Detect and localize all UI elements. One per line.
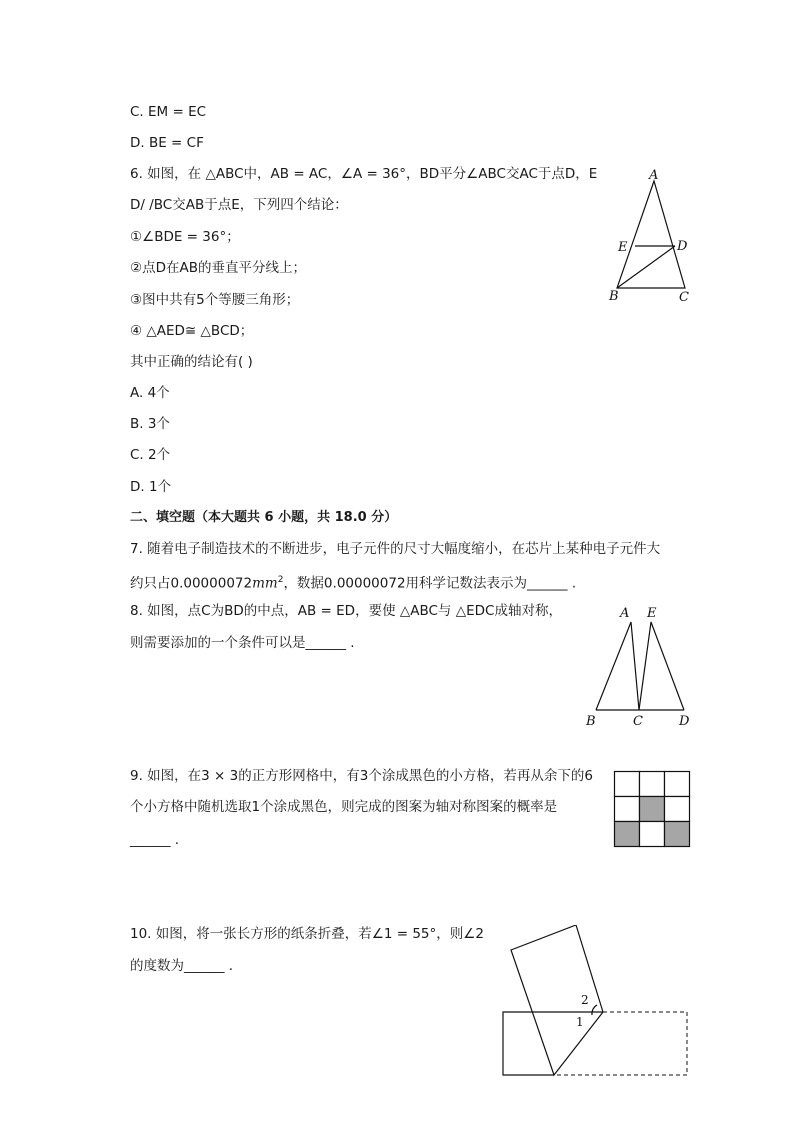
q9-stem-line1: 9. 如图，在3 × 3的正方形网格中，有3个涂成黑色的小方格，若再从余下的6 <box>130 768 593 784</box>
q6-stem-line1: 6. 如图，在 △ABC中，AB = AC，∠A = 36°，BD平分∠ABC交AC于点D，E <box>130 166 598 182</box>
grid-cell <box>615 797 640 822</box>
q8-label-e: E <box>647 606 657 621</box>
q10-stem-line1: 10. 如图，将一张长方形的纸条折叠，若∠1 = 55°，则∠2 <box>130 926 484 942</box>
q6-conclusion-1: ①∠BDE = 36°； <box>130 229 240 245</box>
q6-label-c: C <box>679 290 689 305</box>
q8-label-a: A <box>620 606 630 621</box>
q10-angle-2-label: 2 <box>581 993 589 1007</box>
q6-conclusion-2: ②点D在AB的垂直平分线上； <box>130 260 306 276</box>
q6-option-a: A. 4个 <box>130 385 170 401</box>
q6-stem-line2: D/ /BC交AB于点E，下列四个结论： <box>130 197 348 213</box>
grid-cell <box>615 772 640 797</box>
q6-conclusion-3: ③图中共有5个等腰三角形； <box>130 292 300 308</box>
q6-label-e: E <box>618 240 628 255</box>
q8-stem-line1: 8. 如图，点C为BD的中点，AB = ED，要使 △ABC与 △EDC成轴对称， <box>130 603 562 619</box>
q10-stem-line2: 的度数为______ . <box>130 958 234 974</box>
q6-triangle-figure <box>605 165 705 310</box>
section-heading: 二、填空题（本大题共 6 小题，共 18.0 分） <box>130 510 398 525</box>
q9-grid-figure <box>613 770 691 848</box>
grid-cell <box>665 772 690 797</box>
q7-text-a: 约只占0.00000072 <box>130 575 253 592</box>
q6-label-d: D <box>677 239 688 254</box>
q7-stem-line2 <box>130 570 576 594</box>
q9-stem-line3: ______ . <box>130 832 180 848</box>
q7-unit: mm <box>252 575 278 592</box>
q8-label-b: B <box>586 714 596 729</box>
q6-label-b: B <box>609 289 619 304</box>
q7-stem-line1: 7. 随着电子制造技术的不断进步，电子元件的尺寸大幅度缩小，在芯片上某种电子元件大 <box>130 541 661 557</box>
q7-text-b: ，数据0.00000072用科学记数法表示为______ . <box>283 575 577 592</box>
grid-cell <box>640 772 665 797</box>
q8-stem-line2: 则需要添加的一个条件可以是______ . <box>130 635 355 651</box>
q6-option-d: D. 1个 <box>130 479 172 495</box>
grid-cell <box>640 822 665 847</box>
q5-option-d: D. BE = CF <box>130 135 204 151</box>
q7-unit-sup: 2 <box>277 575 284 585</box>
grid-cell-shaded <box>640 797 665 822</box>
q5-option-c: C. EM = EC <box>130 104 207 120</box>
q9-stem-line2: 个小方格中随机选取1个涂成黑色，则完成的图案为轴对称图案的概率是 <box>130 799 558 815</box>
q10-folded-strip-figure <box>500 925 692 1080</box>
grid-cell <box>665 797 690 822</box>
q6-question: 其中正确的结论有( ) <box>130 354 253 370</box>
q6-label-a: A <box>649 168 659 183</box>
q6-conclusion-4: ④ △AED≅ △BCD； <box>130 323 254 339</box>
q8-label-d: D <box>679 714 690 729</box>
q6-option-c: C. 2个 <box>130 447 171 463</box>
grid-cell-shaded <box>665 822 690 847</box>
q10-angle-1-label: 1 <box>576 1015 584 1029</box>
grid-cell-shaded <box>615 822 640 847</box>
q8-label-c: C <box>633 714 643 729</box>
q8-triangles-figure <box>580 600 700 735</box>
q6-option-b: B. 3个 <box>130 416 170 432</box>
